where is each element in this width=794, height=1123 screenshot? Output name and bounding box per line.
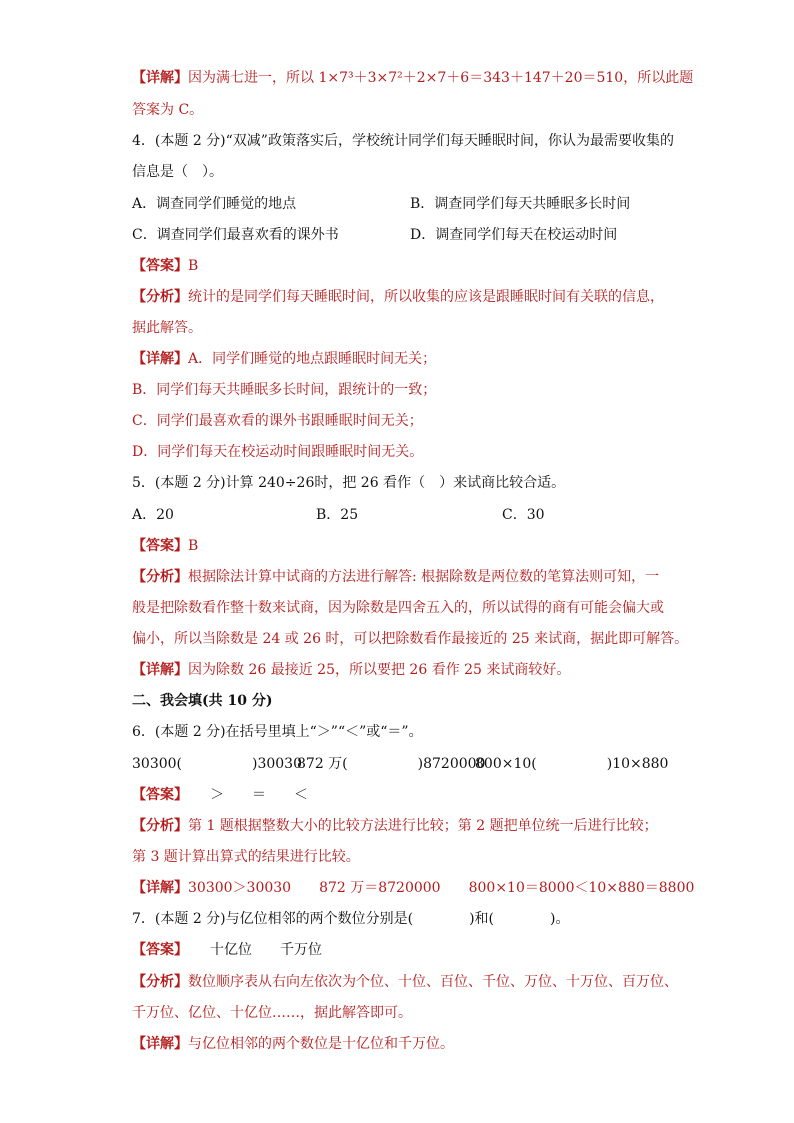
- explain-text: 因为除数 26 最接近 25，所以要把 26 看作 25 来试商较好。: [188, 662, 571, 678]
- explain-tag: 【详解】: [132, 1036, 188, 1052]
- explain-tag: 【详解】: [132, 351, 188, 367]
- explain-text: 与亿位相邻的两个数位是十亿位和千万位。: [188, 1036, 454, 1052]
- analysis-line: 般是把除数看作整十数来试商，因为除数是四舍五入的，所以试得的商有可能会偏大或: [132, 600, 664, 616]
- answer-line: [132, 940, 322, 960]
- explain-tag: 【详解】: [132, 70, 188, 86]
- option-c: C．调查同学们最喜欢看的课外书: [132, 227, 339, 243]
- analysis-text: 数位顺序表从右向左依次为个位、十位、百位、千位、万位、十万位、百万位、: [188, 974, 678, 990]
- explain-line: [132, 349, 436, 369]
- answer-tag: 【答案】: [132, 942, 188, 958]
- explain-line: B．同学们每天共睡眠多长时间，跟统计的一致；: [132, 382, 437, 398]
- answer-line: [132, 785, 308, 805]
- question-4-stem: 4．(本题 2 分)“双减”政策落实后，学校统计同学们每天睡眠时间，你认为最需要收集的: [132, 133, 674, 149]
- explain-line: D．同学们每天在校运动时间跟睡眠时间无关。: [132, 444, 424, 460]
- analysis-line: [132, 816, 658, 836]
- analysis-tag: 【分析】: [132, 818, 188, 834]
- option-c: C．30: [502, 507, 545, 523]
- option-d: D．调查同学们每天在校运动时间: [410, 227, 618, 243]
- question-7-stem: 7．(本题 2 分)与亿位相邻的两个数位分别是( )和( )。: [132, 911, 570, 927]
- option-a: A．调查同学们睡觉的地点: [132, 196, 297, 212]
- section-title: 二、我会填(共 10 分): [132, 693, 273, 709]
- option-b: B．25: [316, 507, 359, 523]
- analysis-tag: 【分析】: [132, 289, 188, 305]
- q6-item-1: 30300( )30030: [132, 756, 302, 772]
- answer-value: B: [188, 538, 199, 554]
- question-6-stem: 6．(本题 2 分)在括号里填上“＞”“＜”或“＝”。: [132, 724, 423, 740]
- answer-line: [132, 536, 198, 556]
- explain-text: 30300＞30030 872 万＝8720000 800×10＝8000＜10×880＝8800: [188, 880, 695, 896]
- analysis-tag: 【分析】: [132, 569, 188, 585]
- explain-line: [132, 878, 694, 898]
- answer-tag: 【答案】: [132, 258, 188, 274]
- explain-line: [132, 660, 570, 680]
- analysis-text: 根据除法计算中试商的方法进行解答: 根据除数是两位数的笔算法则可知，一: [188, 569, 660, 585]
- explain-tag: 【详解】: [132, 662, 188, 678]
- question-4-stem: 信息是（ ）。: [132, 164, 223, 180]
- explain-line: 答案为 C。: [132, 102, 204, 118]
- explain-line: [132, 68, 693, 88]
- option-b: B．调查同学们每天共睡眠多长时间: [410, 196, 631, 212]
- analysis-line: 偏小，所以当除数是 24 或 26 时，可以把除数看作最接近的 25 来试商，据此即可解答。: [132, 631, 689, 647]
- analysis-tag: 【分析】: [132, 974, 188, 990]
- explain-line: C．同学们最喜欢看的课外书跟睡眠时间无关；: [132, 413, 423, 429]
- answer-value: B: [188, 258, 199, 274]
- answer-value: 十亿位 千万位: [210, 942, 322, 958]
- q6-item-3: 800×10( )10×880: [475, 756, 669, 772]
- analysis-line: 据此解答。: [132, 320, 202, 336]
- answer-tag: 【答案】: [132, 787, 188, 803]
- explain-text: 因为满七进一，所以 1×7³＋3×7²＋2×7＋6＝343＋147＋20＝510，所以此题: [188, 70, 694, 86]
- answer-tag: 【答案】: [132, 538, 188, 554]
- q6-item-2: 872 万( )8720000: [297, 756, 486, 772]
- answer-line: [132, 256, 198, 276]
- analysis-text: 第 1 题根据整数大小的比较方法进行比较；第 2 题把单位统一后进行比较；: [188, 818, 658, 834]
- analysis-line: 第 3 题计算出算式的结果进行比较。: [132, 849, 360, 865]
- analysis-line: [132, 287, 664, 307]
- analysis-line: 千万位、亿位、十亿位……，据此解答即可。: [132, 1005, 412, 1021]
- analysis-line: [132, 972, 678, 992]
- explain-line: [132, 1034, 454, 1054]
- explain-tag: 【详解】: [132, 880, 188, 896]
- analysis-line: [132, 567, 659, 587]
- analysis-text: 统计的是同学们每天睡眠时间，所以收集的应该是跟睡眠时间有关联的信息，: [188, 289, 664, 305]
- option-a: A．20: [132, 507, 174, 523]
- question-5-stem: 5．(本题 2 分)计算 240÷26时，把 26 看作（ ）来试商比较合适。: [132, 475, 566, 491]
- answer-value: ＞ ＝ ＜: [210, 787, 308, 803]
- explain-text: A．同学们睡觉的地点跟睡眠时间无关；: [188, 351, 437, 367]
